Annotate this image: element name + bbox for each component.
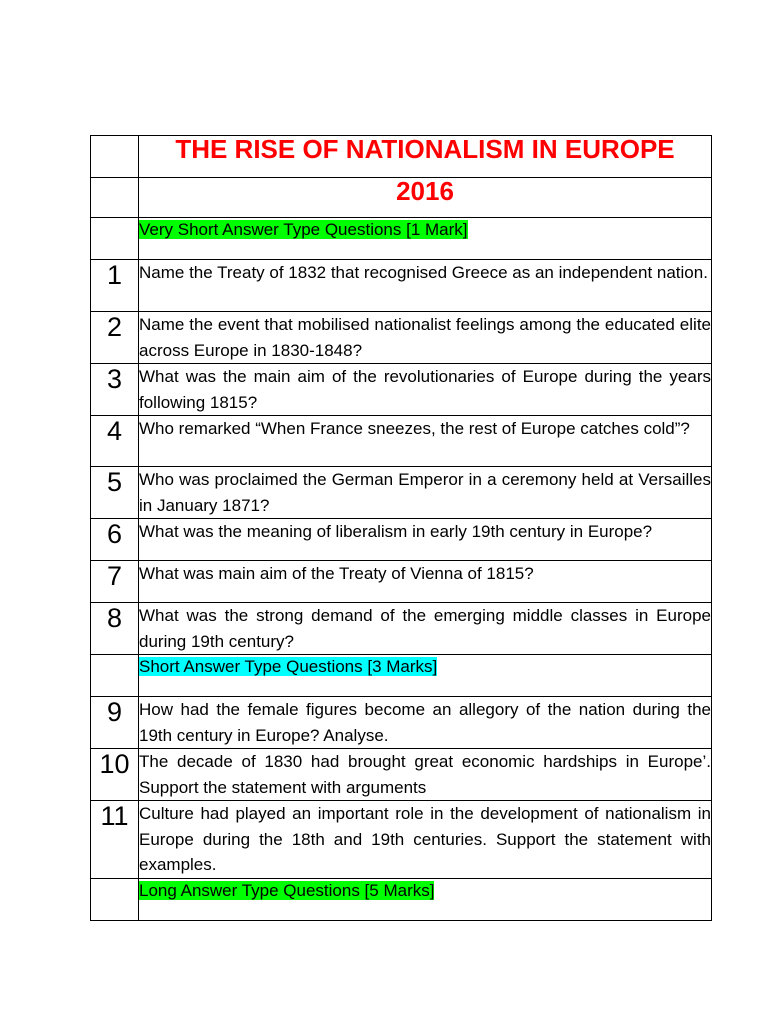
question-row [91,697,712,749]
year-row [91,178,712,218]
empty-cell [91,878,139,920]
question-text: What was the main aim of the revolutionaries of Europe during the years following 1815? [139,364,712,416]
question-text: Culture had played an important role in the development of nationalism in Europe during the 18th and 19th centuries. Support the statement with examples. [139,801,712,879]
question-row [91,519,712,561]
section-row [91,218,712,260]
question-row [91,801,712,879]
question-text: What was main aim of the Treaty of Vienna of 1815? [139,561,712,603]
section-heading-long: Long Answer Type Questions [5 Marks] [139,880,435,900]
section-row [91,655,712,697]
question-number: 5 [106,467,123,497]
question-text: How had the female figures become an allegory of the nation during the 19th century in Europe? Analyse. [139,697,712,749]
question-text: Name the event that mobilised nationalist feelings among the educated elite across Europe in 1830-1848? [139,312,712,364]
document-title: THE RISE OF NATIONALISM IN EUROPE [139,136,712,178]
question-number: 11 [100,801,129,831]
question-row [91,364,712,416]
question-table [90,135,712,921]
question-number: 4 [106,416,123,446]
question-text: Name the Treaty of 1832 that recognised Greece as an independent nation. [139,260,712,312]
question-text: Who remarked “When France sneezes, the rest of Europe catches cold”? [139,416,712,467]
question-number: 7 [106,561,123,591]
question-number: 8 [106,603,123,633]
question-text: What was the strong demand of the emerging middle classes in Europe during 19th century? [139,603,712,655]
question-text: Who was proclaimed the German Emperor in a ceremony held at Versailles in January 1871? [139,467,712,519]
empty-cell [91,178,139,218]
question-number: 9 [106,697,123,727]
section-heading-short: Short Answer Type Questions [3 Marks] [139,657,438,676]
empty-cell [91,655,139,697]
question-row [91,312,712,364]
question-text: What was the meaning of liberalism in early 19th century in Europe? [139,519,712,561]
document-year: 2016 [139,178,712,218]
question-number: 10 [99,749,130,779]
question-row [91,416,712,467]
title-row [91,136,712,178]
question-row [91,749,712,801]
section-row [91,878,712,920]
question-number: 6 [106,519,123,549]
empty-cell [91,218,139,260]
question-number: 3 [106,364,123,394]
section-heading-very-short: Very Short Answer Type Questions [1 Mark] [139,220,468,239]
question-row [91,467,712,519]
empty-cell [91,136,139,178]
question-number: 2 [106,312,123,342]
question-text: The decade of 1830 had brought great economic hardships in Europe’. Support the statement with arguments [139,749,712,801]
question-number: 1 [106,260,123,290]
question-row [91,561,712,603]
question-row [91,603,712,655]
question-row [91,260,712,312]
